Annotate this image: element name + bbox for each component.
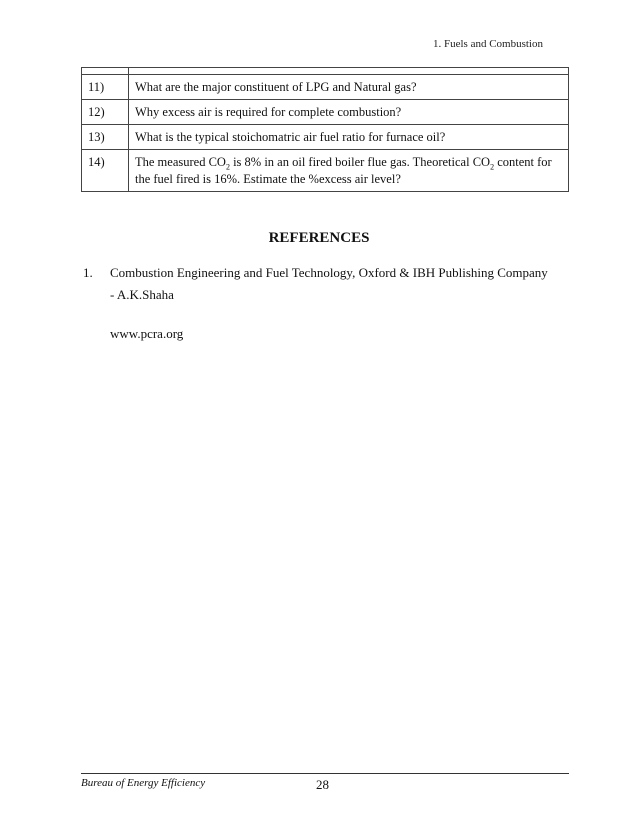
question-text: Why excess air is required for complete combustion? [129,100,569,125]
references-heading: REFERENCES [268,230,370,246]
question-text-part: content for the fuel fired is 16%. Estimate the %excess air level? [135,155,552,186]
question-number: 13) [82,125,129,150]
reference-text: Combustion Engineering and Fuel Technology, Oxford & IBH Publishing Company - A.K.Shaha [110,265,548,302]
table-cell-empty [129,68,569,75]
table-cell-empty [82,68,129,75]
question-text: What are the major constituent of LPG and Natural gas? [129,75,569,100]
question-text-part: is 8% in an oil fired boiler flue gas. Theoretical CO [229,155,491,169]
question-number: 14) [82,150,129,192]
footer-org: Bureau of Energy Efficiency [81,777,206,789]
question-number: 11) [82,75,129,100]
list-item [83,262,553,306]
table-row [82,125,569,150]
running-header: 1. Fuels and Combustion [432,38,543,50]
table-row [82,100,569,125]
subscript: 2 [225,162,230,172]
table-row [82,75,569,100]
footer-divider [81,773,569,774]
subscript: 2 [490,162,495,172]
reference-list [83,262,553,345]
question-number: 12) [82,100,129,125]
page-number: 28 [316,777,329,792]
question-text [129,150,569,192]
reference-url: www.pcra.org [110,326,184,341]
questions-table [81,67,569,192]
reference-number: 1. [83,265,93,280]
table-row [82,68,569,75]
table-row [82,150,569,192]
question-text: What is the typical stoichomatric air fuel ratio for furnace oil? [129,125,569,150]
question-text-part: The measured CO [135,155,226,169]
